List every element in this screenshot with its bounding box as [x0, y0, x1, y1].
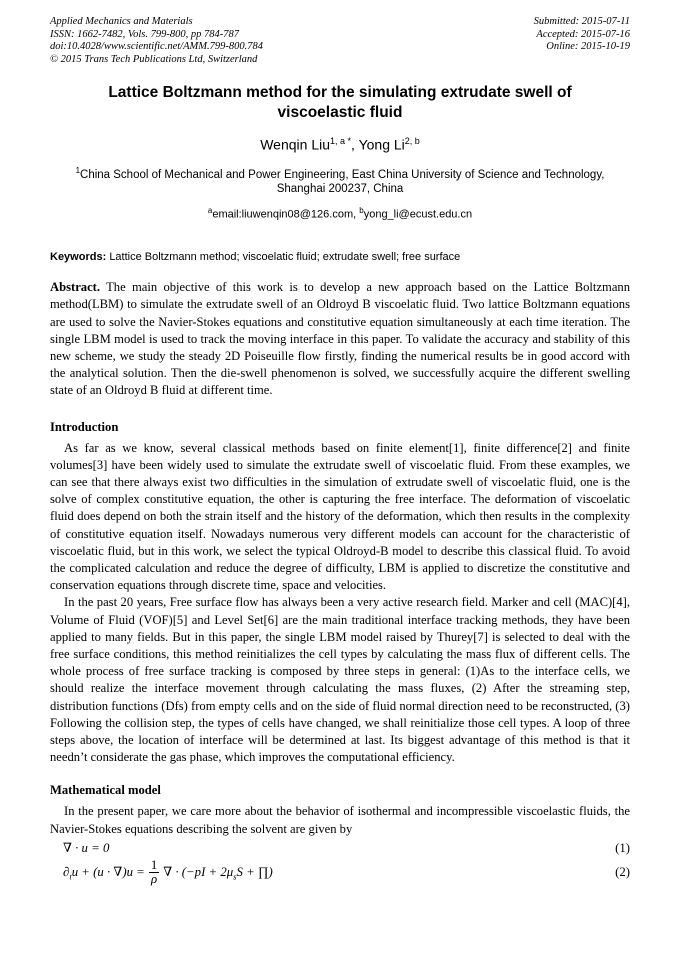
equation-1-expression: ∇ · u = 0: [63, 840, 110, 855]
copyright-line: © 2015 Trans Tech Publications Ltd, Switzerland: [50, 53, 258, 65]
authors-line: [50, 136, 630, 153]
equation-2-rhs: ∇ · (−pI + 2μ: [163, 864, 234, 879]
abstract-label: Abstract.: [50, 280, 101, 295]
equation-1-number: (1): [615, 840, 630, 855]
author-2-name: Yong Li: [358, 136, 405, 153]
author-2-superscript: 2, b: [404, 136, 420, 146]
keywords-text: Lattice Boltzmann method; viscoelatic fluid; extrudate swell; free surface: [109, 251, 461, 264]
paper-title: Lattice Boltzmann method for the simulating extrudate swell of viscoelastic fluid: [108, 84, 572, 121]
equation-2-rhs-end: S + ∏): [236, 864, 273, 879]
journal-info: [50, 16, 263, 66]
journal-header: [50, 16, 630, 66]
affiliation-line: [60, 163, 620, 198]
keywords-label: Keywords:: [50, 251, 107, 264]
abstract-text: The main objective of this work is to develop a new approach based on the Lattice Boltzmann method(LBM) to simulate the extrudate swell of an Oldroyd B viscoelatic fluid. Two lattice Boltzmann equations are used to solve the Navier-Stokes equations and constitutive equation simultaneously at each time iteration. The single LBM model is used to track the moving interface in this paper. To validate the accuracy and stability of this new scheme, we study the steady 2D Poiseuille flow firstly, finding the numerical results be in good accord with the analytical solution. Then the die-swell phenomenon is solved, we successfully acquire the different swelling state of an Oldroyd B fluid at different time.: [50, 280, 630, 398]
mathematical-model-paragraph-1: In the present paper, we care more about the behavior of isothermal and incompressible viscoelastic fluids, the Navier-Stokes equations describing the solvent are given by: [50, 804, 630, 836]
online-date: Online: 2015-10-19: [546, 41, 630, 52]
email-a-superscript: a: [207, 206, 213, 216]
submission-dates: [534, 16, 630, 66]
equation-2-time-subscript: t: [69, 871, 72, 882]
email-b-text: yong_li@ecust.edu.cn: [363, 209, 473, 222]
affiliation-superscript: 1: [75, 165, 81, 175]
journal-title: Applied Mechanics and Materials: [50, 16, 193, 27]
equation-2-number: (2): [615, 865, 630, 880]
emails-line: [50, 206, 630, 221]
equation-2-partial-symbol: ∂: [63, 864, 70, 879]
keywords-line: [50, 251, 630, 263]
equation-2-expression: [63, 859, 273, 887]
author-1-name: Wenqin Liu: [260, 136, 331, 153]
author-1-superscript: 1, a *: [330, 136, 352, 146]
email-a-text: email:liuwenqin08@126.com,: [212, 209, 360, 222]
introduction-paragraph-2: In the past 20 years, Free surface flow has always been a very active research field. Marker and cell (MAC)[4], Volume of Fluid (VOF)[5] and Level Set[6] are the main traditional interface tracking methods, they have been applied to many fields. But in this paper, the single LBM model raised by Thurey[7] is selected to deal with the free surface conditions, this method reinitializes the cell types by calculating the mass flux of different cells. The whole process of free surface tracking is composed by three steps in general: (1)As to the interface cells, we should realize the interface movement through calculating the mass fluxes, (2) After the streaming step, distribution functions (Dfs) from empty cells and on the side of fluid normal direction need to be reconstructed, (3) Following the collision step, the types of cells have changed, we shall reinitialize those cell types. A loop of three steps above, the location of interface will be determined at last. Its biggest advantage of this method is that it needn’t considerate the gas phase, which improves the computational efficiency.: [50, 595, 630, 765]
authors-separator: ,: [351, 136, 359, 153]
equation-2-fraction-numerator: 1: [150, 857, 158, 872]
section-heading-mathematical-model: Mathematical model: [50, 783, 161, 798]
equation-2: [50, 859, 630, 887]
email-b-superscript: b: [359, 206, 364, 216]
introduction-paragraph-1: As far as we know, several classical methods based on finite element[1], finite difference[2] and finite volumes[3] have been widely used to simulate the extrudate swell of viscoelatic fluid. From these examples, we can see that there always exist two difficulties in the simulation of extrudate swell of viscoelatic fluid, one is the solve of complex constitutive equation, the other is capturing the free interface. The deformation of viscoelatic fluid does depend on both the strain itself and the history of the deformation, which then results in the complexity of constitutive equation itself. Nowadays numerous very different models can account for the characteristic of viscoelatic fluid, but in this work, we select the typical Oldroyd-B model to describe this classical fluid. To avoid the complicated calculation and reduce the degree of difficulty, LBM is applied to discretize the constitutive and conservation equations through discrete time, space and velocities.: [50, 440, 630, 593]
submitted-date: Submitted: 2015-07-11: [533, 16, 630, 27]
equation-2-lhs: u + (u · ∇)u =: [71, 864, 145, 879]
equation-1: [50, 841, 630, 856]
abstract-paragraph: [50, 279, 630, 399]
accepted-date: Accepted: 2015-07-16: [536, 28, 630, 40]
equation-2-fraction: [149, 859, 159, 887]
issn-volume-line: ISSN: 1662-7482, Vols. 799-800, pp 784-787: [50, 28, 239, 40]
equation-2-mu-subscript: s: [233, 871, 237, 882]
doi-line: doi:10.4028/www.scientific.net/AMM.799-800.784: [50, 41, 263, 52]
section-heading-introduction: Introduction: [50, 419, 119, 434]
equation-2-fraction-denominator: ρ: [150, 872, 158, 887]
affiliation-text: China School of Mechanical and Power Engineering, East China University of Science and Technology, Shanghai 200237, China: [80, 168, 605, 196]
